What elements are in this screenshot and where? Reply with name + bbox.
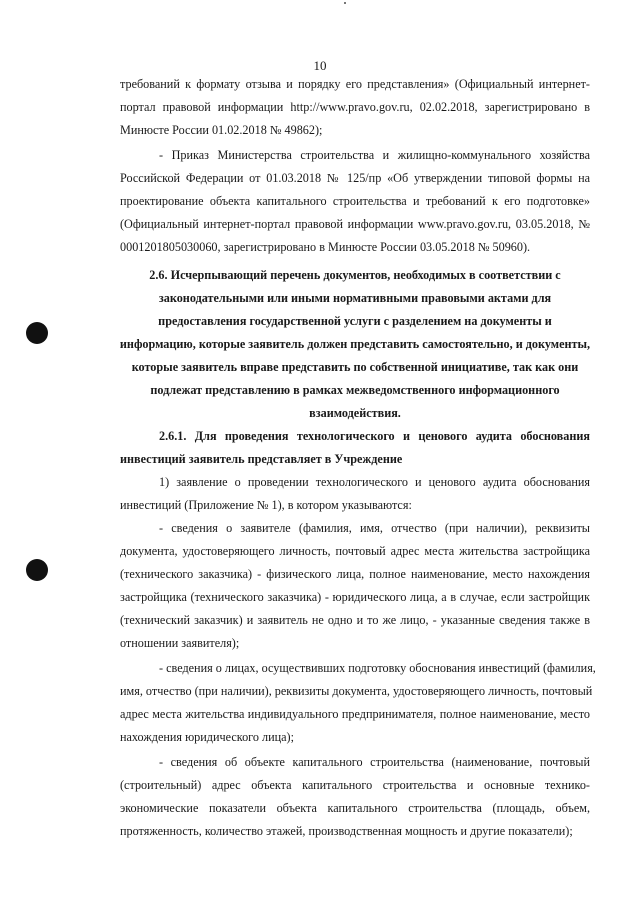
section-heading-line: 2.6. Исчерпывающий перечень документов, необходимых в соответствии с	[149, 268, 561, 282]
text-line: портал правовой информации http://www.pravo.gov.ru, 02.02.2018, зарегистрировано в	[120, 100, 590, 114]
text-line: (Официальный интернет-портал правовой информации www.pravo.gov.ru, 03.05.2018, №	[120, 217, 590, 231]
text-line: - сведения о лицах, осуществивших подготовку обоснования инвестиций (фамилия,	[159, 661, 596, 675]
binder-hole	[26, 559, 48, 581]
subsection-heading-line: 2.6.1. Для проведения технологического и ценового аудита обоснования	[159, 429, 590, 443]
text-line: - Приказ Министерства строительства и жилищно-коммунального хозяйства	[159, 148, 590, 162]
text-line: - сведения об объекте капитального строительства (наименование, почтовый	[159, 755, 590, 769]
text-line: требований к формату отзыва и порядку его представления» (Официальный интернет-	[120, 77, 590, 91]
text-line: (строительный) адрес объекта капитального строительства и основные технико-	[120, 778, 590, 792]
section-heading-line: предоставления государственной услуги с разделением на документы и	[158, 314, 552, 328]
text-line: Минюсте России 01.02.2018 № 49862);	[120, 123, 323, 137]
text-line: - сведения о заявителе (фамилия, имя, отчество (при наличии), реквизиты	[159, 521, 590, 535]
subsection-heading-line: инвестиций заявитель представляет в Учреждение	[120, 452, 403, 466]
text-line: нахождения юридического лица);	[120, 730, 294, 744]
section-heading-line: законодательными или иными нормативными правовыми актами для	[158, 291, 552, 305]
page-number: 10	[313, 58, 327, 73]
text-line: адрес места жительства индивидуального предпринимателя, полное наименование, место	[120, 707, 590, 721]
text-line: экономические показатели объекта капитального строительства (площадь, объем,	[120, 801, 590, 815]
text-line: 0001201805030060, зарегистрировано в Минюсте России 03.05.2018 № 50960).	[120, 240, 531, 254]
text-line: протяженность, количество этажей, производственная мощность и другие показатели);	[120, 824, 573, 838]
section-heading-line: информацию, которые заявитель должен представить самостоятельно, и документы,	[119, 337, 591, 351]
text-line: застройщика (технического заказчика) - юридического лица, а в случае, если застройщик	[120, 590, 590, 604]
text-line: 1) заявление о проведении технологического и ценового аудита обоснования	[159, 475, 590, 489]
text-line: проектирование объекта капитального строительства и требований к его подготовке»	[120, 194, 590, 208]
text-line: документа, удостоверяющего личность, почтовый адрес места жительства застройщика	[120, 544, 590, 558]
text-line: отношении заявителя);	[120, 636, 240, 650]
text-line: (технический заказчик) и заявитель не одно и то же лицо, - указанные сведения также в	[120, 613, 590, 627]
section-heading-line: которые заявитель вправе представить по собственной инициативе, так как они	[131, 360, 579, 374]
text-line: имя, отчество (при наличии), реквизиты документа, удостоверяющего личность, почтовый	[120, 684, 593, 698]
section-heading-line: подлежат представлению в рамках межведомственного информационного	[150, 383, 560, 397]
text-line: Российской Федерации от 01.03.2018 № 125/пр «Об утверждении типовой формы на	[120, 171, 590, 185]
binder-hole	[26, 322, 48, 344]
text-line: (технического заказчика) - физического лица, полное наименование, место нахождения	[120, 567, 590, 581]
section-heading-line: взаимодействия.	[309, 406, 401, 420]
scan-speck	[344, 2, 346, 4]
text-line: инвестиций (Приложение № 1), в котором указываются:	[120, 498, 412, 512]
